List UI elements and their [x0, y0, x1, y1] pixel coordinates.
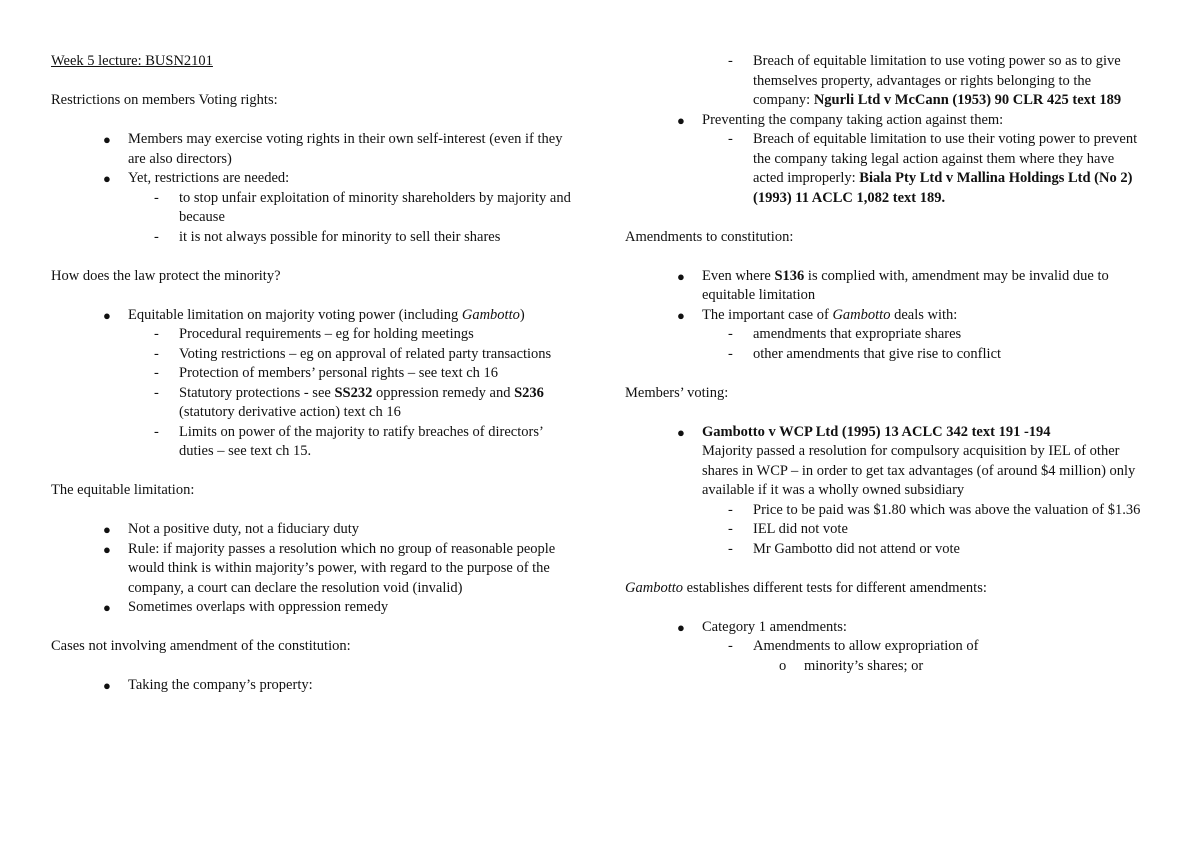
bullet-marker: ●	[103, 541, 111, 557]
bullet-list	[625, 618, 1145, 677]
bullet-list	[625, 423, 1145, 560]
section-heading-members-voting: Members’ voting:	[625, 384, 729, 401]
list-item: ● Sometimes overlaps with oppression remedy	[51, 598, 571, 618]
bullet-marker: ●	[677, 424, 685, 440]
bullet-marker: ●	[677, 112, 685, 128]
bullet-marker: ●	[677, 619, 685, 635]
list-item: ● Rule: if majority passes a resolution which no group of reasonable people would think is within majority’s power, with regard to the purpose of the company, a court can declare the resolution void (invalid)	[103, 540, 556, 596]
bullet-marker: ●	[677, 307, 685, 323]
list-item: ● Preventing the company taking action against them:	[625, 111, 1145, 131]
left-column	[51, 52, 571, 696]
list-item: ● Equitable limitation on majority voting power (including Gambotto)	[51, 306, 571, 326]
list-item: ● Members may exercise voting rights in their own self-interest (even if they are also directors)	[103, 131, 563, 167]
sub-list-item: - Limits on power of the majority to ratify breaches of directors’ duties – see text ch 15.	[154, 423, 543, 459]
sub-list-item: - Statutory protections - see SS232 oppression remedy and S236 (statutory derivative action) text ch 16	[154, 384, 544, 420]
sub-list-item: - Mr Gambotto did not attend or vote	[625, 540, 1145, 560]
sub-list-item: - IEL did not vote	[625, 520, 1145, 540]
sub-list-item: - Protection of members’ personal rights – see text ch 16	[51, 364, 571, 384]
dash-marker: -	[728, 540, 733, 557]
bullet-list	[51, 130, 571, 247]
list-item: ● Taking the company’s property:	[51, 676, 571, 696]
bullet-list	[51, 676, 571, 696]
bullet-marker: ●	[103, 678, 111, 693]
section-heading-protect-minority: How does the law protect the minority?	[51, 267, 281, 284]
sub-list-item: - Amendments to allow expropriation of	[625, 637, 1145, 657]
section-heading-gambotto-tests: Gambotto establishes different tests for different amendments:	[625, 579, 987, 596]
sub-list-item: - amendments that expropriate shares	[625, 325, 1145, 345]
section-heading-voting-restrictions: Restrictions on members Voting rights:	[51, 92, 278, 108]
dash-marker: -	[154, 189, 159, 206]
sub-list-item: - Price to be paid was $1.80 which was above the valuation of $1.36	[625, 501, 1145, 521]
sub-list-item: - it is not always possible for minority to sell their shares	[51, 228, 571, 248]
page-title: Week 5 lecture: BUSN2101	[51, 53, 213, 69]
sub-sub-list-item: o minority’s shares; or	[625, 657, 1145, 677]
list-item: ● The important case of Gambotto deals with:	[625, 306, 1145, 326]
bullet-marker: ●	[103, 171, 111, 186]
dash-marker: -	[154, 423, 159, 440]
dash-marker: -	[728, 326, 733, 342]
dash-marker: -	[154, 384, 159, 401]
bullet-list	[625, 52, 1145, 208]
dash-marker: -	[154, 326, 159, 342]
dash-marker: -	[728, 638, 733, 654]
bullet-marker: ●	[677, 268, 685, 284]
bullet-list	[51, 520, 571, 618]
bullet-list	[51, 306, 571, 462]
section-heading-cases-not-amendment: Cases not involving amendment of the constitution:	[51, 638, 351, 654]
dash-marker: -	[154, 345, 159, 362]
bullet-marker: ●	[103, 600, 111, 615]
list-item: ● Not a positive duty, not a fiduciary duty	[51, 520, 571, 540]
dash-marker: -	[154, 228, 159, 245]
list-item: ● Yet, restrictions are needed:	[51, 169, 571, 189]
bullet-list	[625, 267, 1145, 365]
bullet-marker: ●	[103, 522, 111, 537]
sub-list-item: - to stop unfair exploitation of minority shareholders by majority and because	[154, 189, 571, 225]
dash-marker: -	[154, 365, 159, 381]
sub-list-item: - other amendments that give rise to conflict	[625, 345, 1145, 365]
bullet-marker: ●	[103, 132, 111, 147]
section-heading-amendments: Amendments to constitution:	[625, 228, 794, 245]
sub-list-item: - Procedural requirements – eg for holding meetings	[51, 325, 571, 345]
circle-marker: o	[779, 657, 787, 674]
right-column	[625, 52, 1145, 676]
bullet-marker: ●	[103, 307, 111, 323]
sub-list-item: - Voting restrictions – eg on approval of related party transactions	[51, 345, 571, 365]
dash-marker: -	[728, 521, 733, 537]
dash-marker: -	[728, 53, 733, 69]
dash-marker: -	[728, 131, 733, 147]
dash-marker: -	[728, 501, 733, 518]
list-item: ● Gambotto v WCP Ltd (1995) 13 ACLC 342 text 191 -194 Majority passed a resolution for compulsory acquisition by IEL of other shares in WCP – in order to get tax advantages (of around $4 million) only available if it was a wholly owned subsidiary	[677, 423, 1136, 498]
list-item: ● Category 1 amendments:	[625, 618, 1145, 638]
sub-list-item: - Breach of equitable limitation to use voting power so as to give themselves property, advantages or rights belonging to the company: Ngurli Ltd v McCann (1953) 90 CLR 425 text 189	[728, 53, 1122, 108]
dash-marker: -	[728, 345, 733, 362]
sub-list-item: - Breach of equitable limitation to use their voting power to prevent the company taking legal action against them where they have acted improperly: Biala Pty Ltd v Mallina Holdings Ltd (No 2) (1993) 11 ACLC 1,082 text 189.	[728, 131, 1138, 206]
list-item: ● Even where S136 is complied with, amendment may be invalid due to equitable limitation	[677, 267, 1109, 303]
section-heading-equitable-limitation: The equitable limitation:	[51, 482, 195, 498]
